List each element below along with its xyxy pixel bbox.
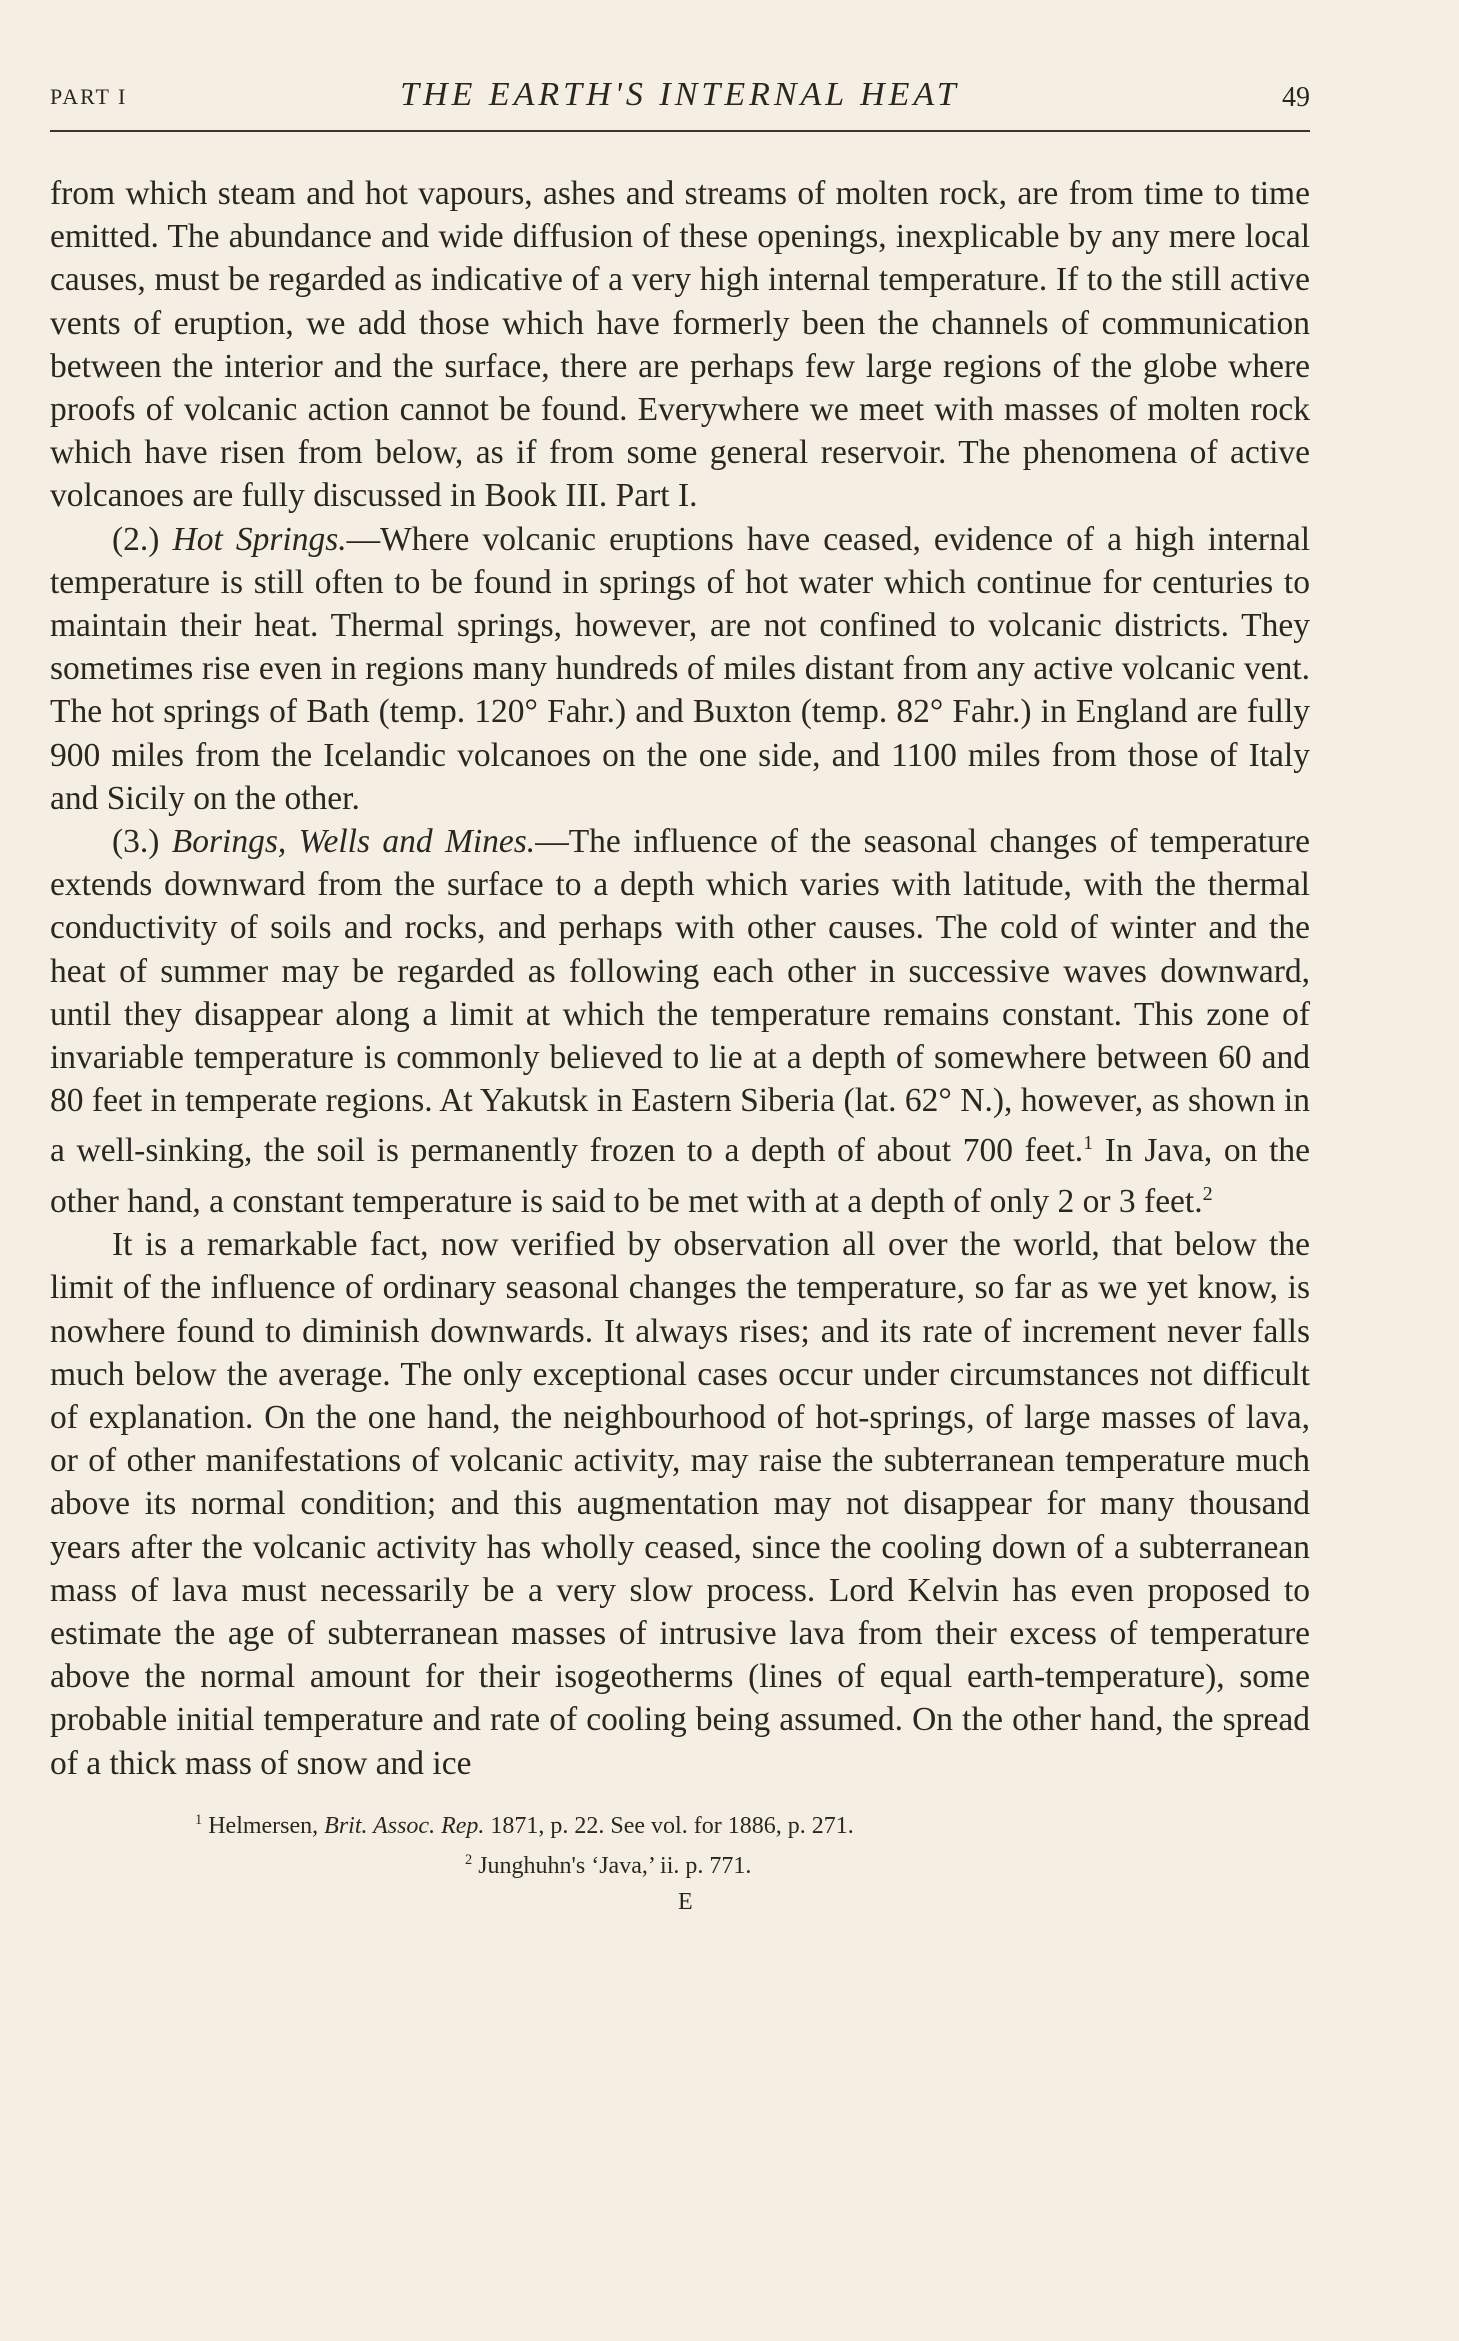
section-heading: Borings, Wells and Mines. [171,823,536,861]
footnote-text: 1871, p. 22. See vol. for 1886, p. 271. [484,1812,854,1839]
footnote-source: Brit. Assoc. Rep. [324,1812,485,1839]
footnote [50,1843,1310,1883]
footnote-mark: 2 [465,1851,473,1868]
part-label: PART I [50,84,128,109]
footnote-ref: 1 [1083,1132,1094,1155]
footnote-mark: 1 [195,1811,203,1828]
footnote-text: Junghuhn's ‘Java,’ ii. p. 771. [472,1852,752,1879]
body-text [50,172,1310,1785]
paragraph: It is a remarkable fact, now verified by observation all over the world, that below the limit of the influence of ordinary seasonal changes the temperature, so far as we yet know, is nowhere found to diminish downwards. It always rises; and its rate of increment never falls much below the average. The only exceptional cases occur under circumstances not difficult of explanation. On the one hand, the neighbourhood of hot-springs, of large masses of lava, or of other manifestations of volcanic activity, may raise the subterranean temperature much above its normal condition; and this augmentation may not disappear for many thousand years after the volcanic activity has wholly ceased, since the cooling down of a subterranean mass of lava must necessarily be a very slow process. Lord Kelvin has even proposed to estimate the age of subterranean masses of intrusive lava from their excess of temperature above the normal amount for their isogeotherms (lines of equal earth-temperature), some probable initial temperature and rate of cooling being assumed. On the other hand, the spread of a thick mass of snow and ice [50,1226,1310,1782]
section-heading: Hot Springs. [172,520,347,558]
chapter-title: THE EARTH'S INTERNAL HEAT [400,76,960,113]
footnotes [50,1803,1310,1883]
signature-mark: E [678,1888,695,1915]
paragraph: from which steam and hot vapours, ashes and streams of molten rock, are from time to time emitted. The abundance and wide diffusion of these openings, inexplicable by any mere local causes, must be regarded as indicative of a very high internal temperature. If to the still active vents of eruption, we add those which have formerly been the channels of communication between the interior and the surface, there are perhaps few large regions of the globe where proofs of volcanic action cannot be found. Everywhere we meet with masses of molten rock which have risen from below, as if from some general reservoir. The phenomena of active volcanoes are fully discussed in Book III. Part I. [50,175,1310,515]
section-number: (2.) [112,520,173,558]
page-number: 49 [1282,82,1310,113]
paragraph [50,518,1310,820]
paragraph-text: —The influence of the seasonal changes of temperature extends downward from the surface to a depth which varies with latitude, with the thermal conductivity of soils and rocks, and perhaps with other causes. The cold of winter and the heat of summer may be regarded as following each other in successive waves downward, until they disappear along a limit at which the temperature remains constant. This zone of invariable temperature is commonly believed to lie at a depth of somewhere between 60 and 80 feet in temperate regions. At Yakutsk in Eastern Siberia (lat. 62° N.), however, as shown in a well-sinking, the soil is permanently frozen to a depth of about 700 feet. [50,823,1310,1170]
footnote-author: Helmersen, [208,1812,325,1839]
section-number: (3.) [112,823,172,861]
book-page [50,70,1310,2330]
footnote-ref: 2 [1202,1182,1213,1205]
running-header [50,70,1310,132]
paragraph [50,820,1310,1223]
footnote [50,1803,1310,1843]
paragraph-text: —Where volcanic eruptions have ceased, evidence of a high internal temperature is still often to be found in springs of hot water which continue for centuries to maintain their heat. Thermal springs, however, are not confined to volcanic districts. They sometimes rise even in regions many hundreds of miles distant from any active volcanic vent. The hot springs of Bath (temp. 120° Fahr.) and Buxton (temp. 82° Fahr.) in England are fully 900 miles from the Icelandic volcanoes on the one side, and 1100 miles from those of Italy and Sicily on the other. [50,520,1311,817]
paragraph-text: In Java, on the other hand, a constant temperature is said to be met with at a depth of only 2 or 3 feet. [50,1132,1310,1220]
